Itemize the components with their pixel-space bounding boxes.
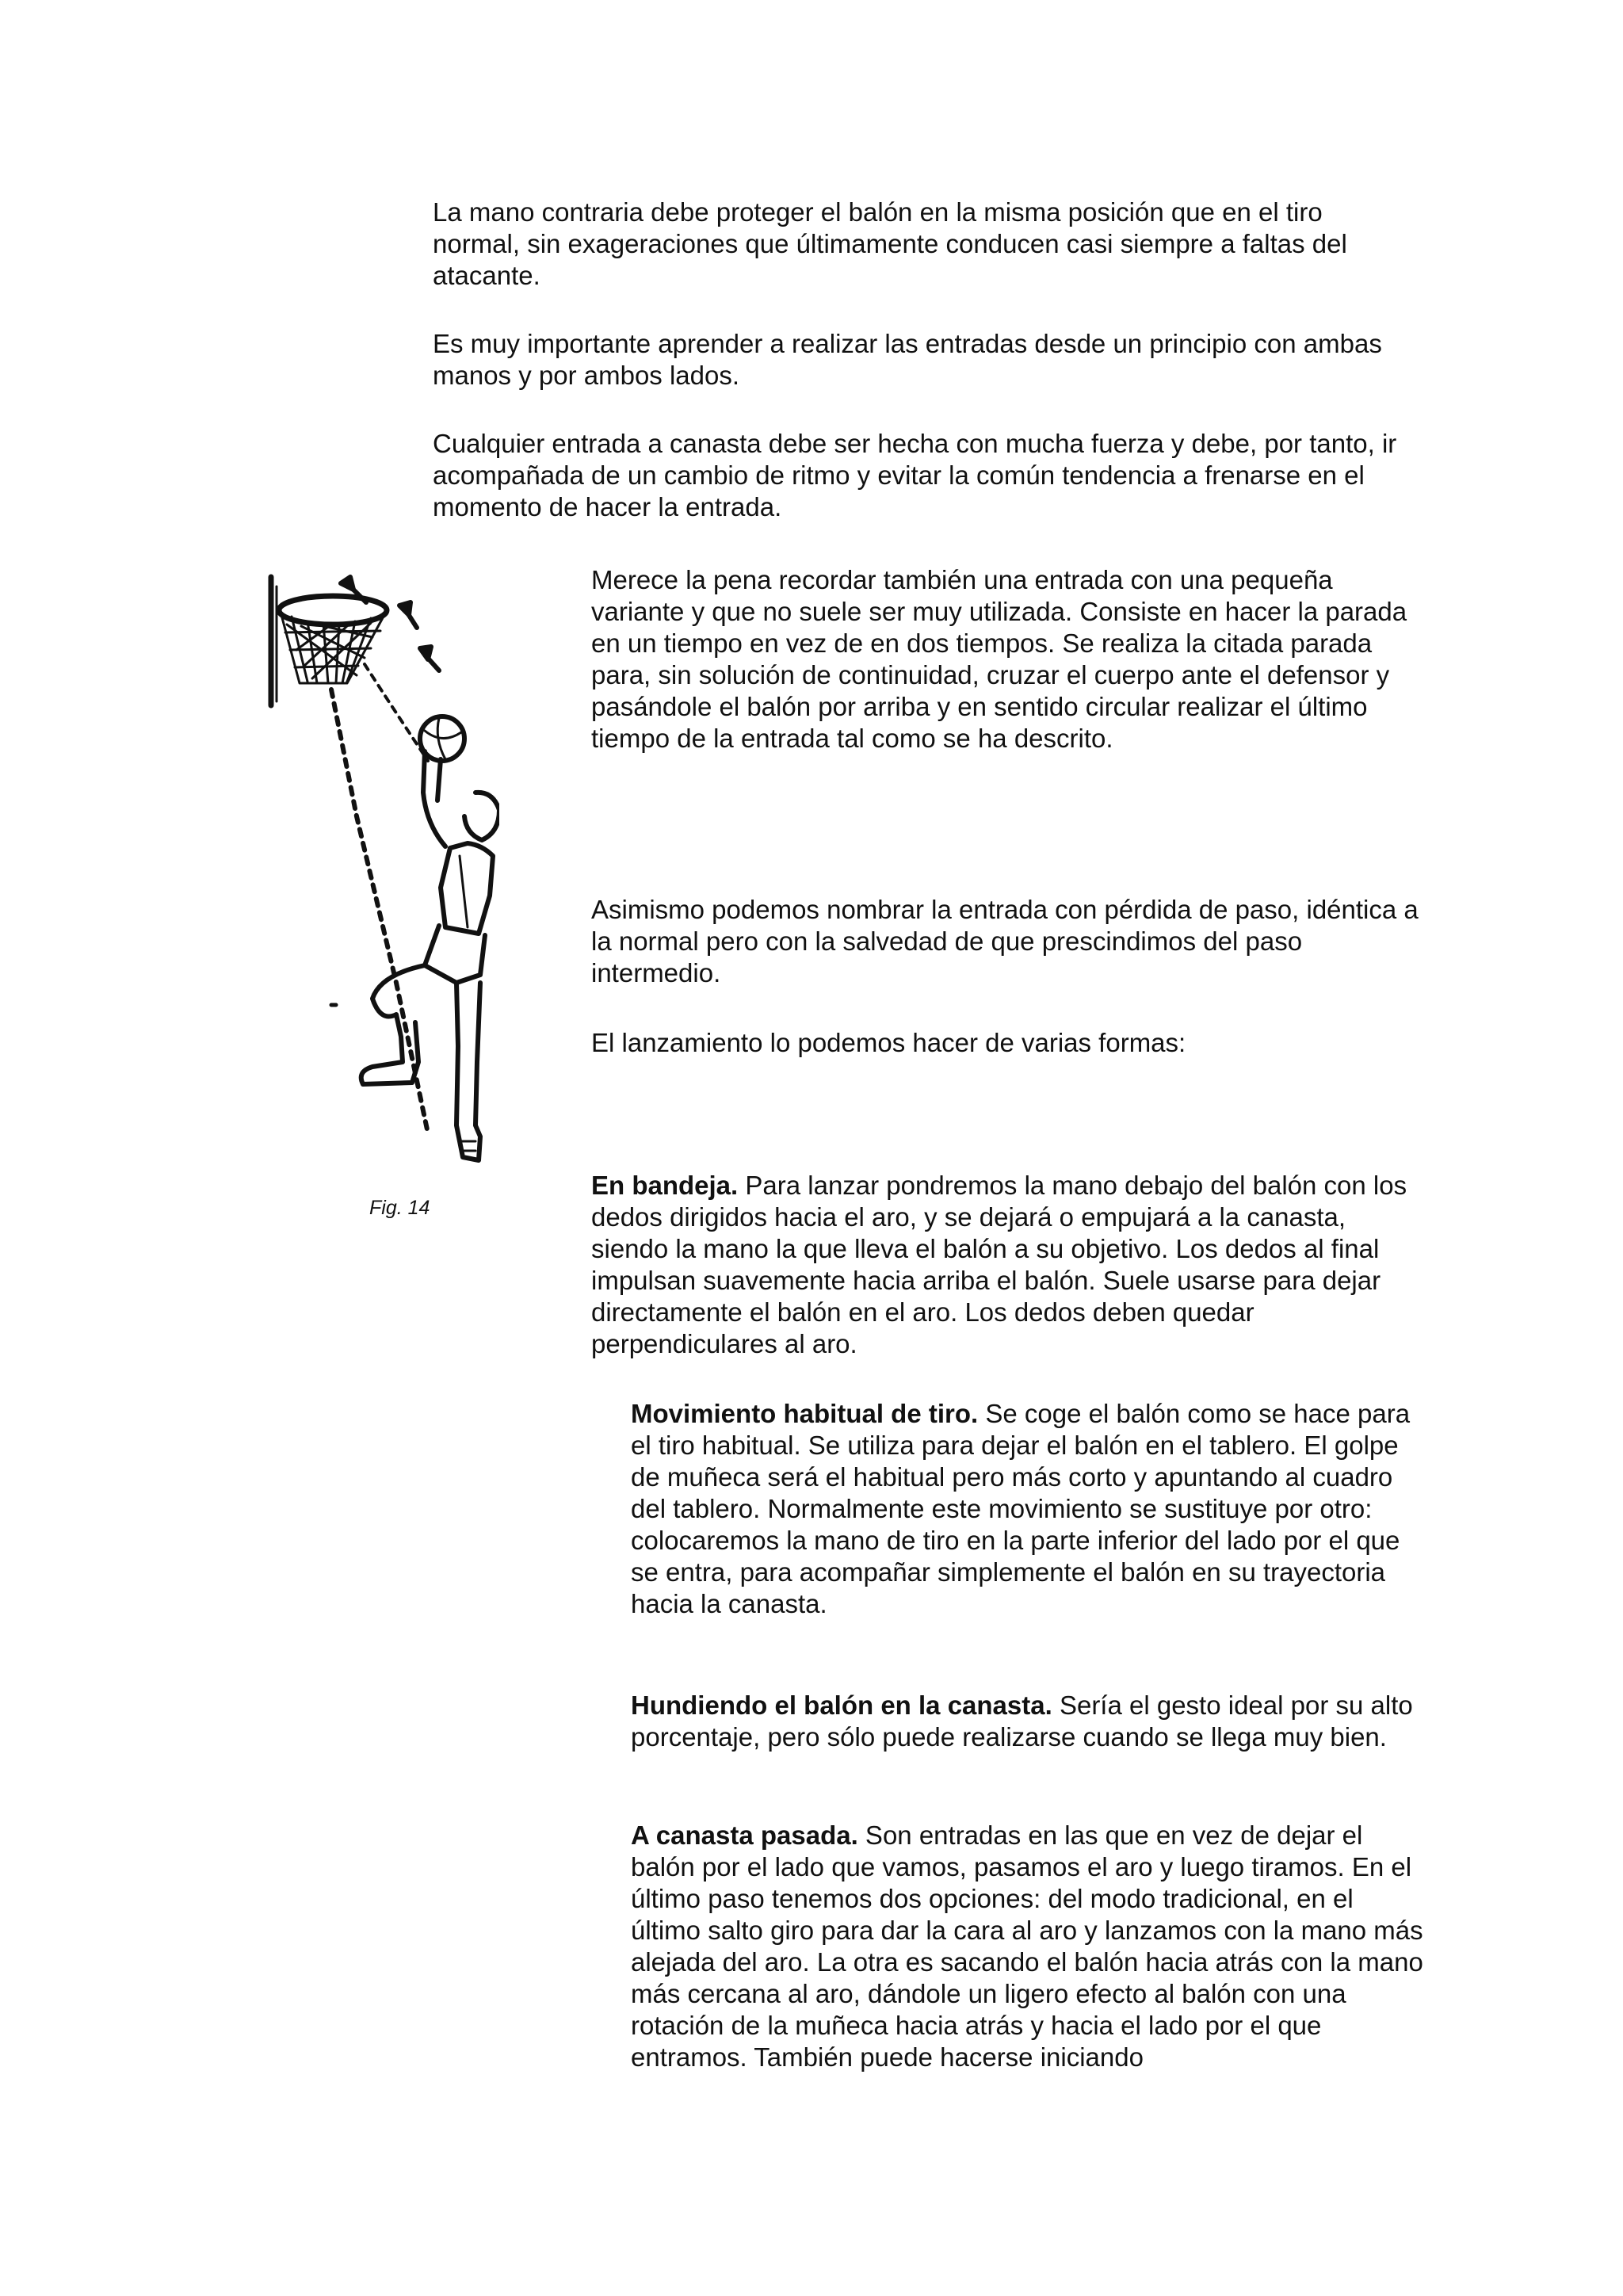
method-hundiendo-title: Hundiendo el balón en la canasta. [631,1690,1052,1720]
method-hundiendo [631,1690,1423,1753]
method-habitual-text: Se coge el balón como se hace para el tiro habitual. Se utiliza para dejar el balón en el tablero. El golpe de muñeca será el habitual pero más corto y apuntando al cuadro del tablero. Normalmente este movimiento se sustituye por otro: colocaremos la mano de tiro en la parte inferior del lado por el que se entra, para acompañar simplemente el balón en su trayectoria hacia la canasta. [631,1399,1411,1618]
method-bandeja-text: Para lanzar pondremos la mano debajo del balón con los dedos dirigidos hacia el aro, y se dejará o empujará a la canasta, siendo la mano la que lleva el balón a su objetivo. Los dedos al final impulsan suavemente hacia arriba el balón. Suele usarse para dejar directamente el balón en el aro. Los dedos deben quedar perpendiculares al aro. [591,1171,1407,1358]
method-habitual-title: Movimiento habitual de tiro. [631,1399,979,1428]
method-canasta-pasada [631,1820,1423,2073]
method-bandeja [591,1170,1423,1360]
layup-figure-illustration [238,555,499,1173]
paragraph-launch-forms: El lanzamiento lo podemos hacer de varias formas: [591,1028,1186,1057]
method-bandeja-title: En bandeja. [591,1171,739,1200]
paragraph-lost-step: Asimismo podemos nombrar la entrada con pérdida de paso, idéntica a la normal pero con la salvedad de que prescindimos del paso intermedio. [591,895,1419,988]
method-hundiendo-text: Sería el gesto ideal por su alto porcentaje, pero sólo puede realizarse cuando se llega muy bien. [631,1690,1413,1752]
paragraph-variant-entry: Merece la pena recordar también una entrada con una pequeña variante y que no suele ser muy utilizada. Consiste en hacer la parada en un tiempo en vez de en dos tiempos. Se realiza la citada parada para, sin solución de continuidad, cruzar el cuerpo ante el defensor y pasándole el balón por arriba y en sentido circular realizar el último tiempo de la entrada tal como se ha descrito. [591,565,1407,753]
method-canasta-pasada-title: A canasta pasada. [631,1820,858,1850]
player-figure [361,751,499,1160]
paragraph-protect-ball: La mano contraria debe proteger el balón en la misma posición que en el tiro normal, sin exageraciones que últimamente conducen casi siempre a faltas del atacante. [433,197,1347,290]
figure-caption: Fig. 14 [369,1197,430,1219]
paragraph-both-hands: Es muy importante aprender a realizar las entradas desde un principio con ambas manos y por ambos lados. [433,329,1382,390]
method-habitual [631,1398,1423,1620]
method-canasta-pasada-text: Son entradas en las que en vez de dejar el balón por el lado que vamos, pasamos el aro y luego tiramos. En el último paso tenemos dos opciones: del modo tradicional, en el último salto giro para dar la cara al aro y lanzamos con la mano más alejada del aro. La otra es sacando el balón hacia atrás con la mano más cercana al aro, dándole un ligero efecto al balón con una rotación de la muñeca hacia atrás y hacia el lado por el que entramos. También puede hacerse iniciando [631,1820,1423,2072]
paragraph-strength: Cualquier entrada a canasta debe ser hecha con mucha fuerza y debe, por tanto, ir acompañada de un cambio de ritmo y evitar la común tendencia a frenarse en el momento de hacer la entrada. [433,429,1397,521]
